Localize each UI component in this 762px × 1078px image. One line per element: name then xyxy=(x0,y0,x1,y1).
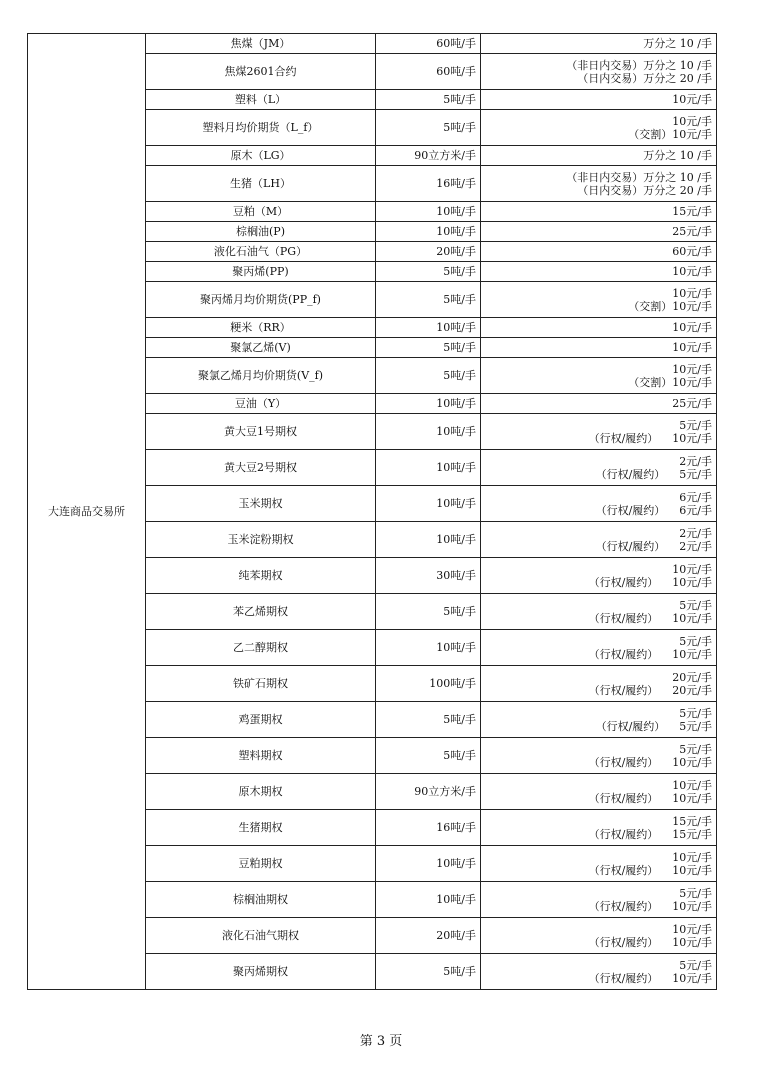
fee-line: 20元/手 xyxy=(672,670,712,684)
trading-unit: 10吨/手 xyxy=(376,394,481,414)
fee-cell xyxy=(481,630,717,666)
fee-line: 万分之 10 /手 xyxy=(643,149,712,162)
fee-cell xyxy=(481,146,717,166)
fee-cell xyxy=(481,222,717,242)
trading-unit: 20吨/手 xyxy=(376,242,481,262)
product-name: 粳米（RR） xyxy=(146,318,376,338)
fee-line: 60元/手 xyxy=(672,245,712,258)
fee-line: （行权/履约） 10元/手 xyxy=(588,971,712,985)
product-name: 液化石油气（PG） xyxy=(146,242,376,262)
trading-unit: 10吨/手 xyxy=(376,414,481,450)
trading-unit: 16吨/手 xyxy=(376,166,481,202)
fee-line: 5元/手 xyxy=(679,706,712,720)
fee-line: 10元/手 xyxy=(672,778,712,792)
product-name: 玉米淀粉期权 xyxy=(146,522,376,558)
fee-line: 10元/手 xyxy=(672,850,712,864)
fee-cell xyxy=(481,414,717,450)
trading-unit: 5吨/手 xyxy=(376,358,481,394)
fee-cell xyxy=(481,338,717,358)
fee-cell xyxy=(481,882,717,918)
trading-unit: 5吨/手 xyxy=(376,594,481,630)
trading-unit: 10吨/手 xyxy=(376,522,481,558)
fee-line: 10元/手 xyxy=(672,341,712,354)
fee-line: （非日内交易）万分之 10 /手 xyxy=(566,58,712,72)
product-name: 黄大豆1号期权 xyxy=(146,414,376,450)
trading-unit: 10吨/手 xyxy=(376,630,481,666)
fee-line: 5元/手 xyxy=(679,598,712,612)
fee-cell xyxy=(481,318,717,338)
fee-line: 15元/手 xyxy=(672,814,712,828)
fee-cell xyxy=(481,54,717,90)
fee-line: （非日内交易）万分之 10 /手 xyxy=(566,170,712,184)
product-name: 铁矿石期权 xyxy=(146,666,376,702)
fee-cell xyxy=(481,666,717,702)
fee-cell xyxy=(481,358,717,394)
fee-cell xyxy=(481,394,717,414)
product-name: 豆油（Y） xyxy=(146,394,376,414)
product-name: 纯苯期权 xyxy=(146,558,376,594)
fee-line: 10元/手 xyxy=(672,362,712,376)
trading-unit: 5吨/手 xyxy=(376,954,481,990)
trading-unit: 60吨/手 xyxy=(376,54,481,90)
page-number: 第 3 页 xyxy=(359,1034,403,1049)
trading-unit: 10吨/手 xyxy=(376,486,481,522)
fee-line: 10元/手 xyxy=(672,265,712,278)
product-name: 玉米期权 xyxy=(146,486,376,522)
fee-line: 25元/手 xyxy=(672,225,712,238)
trading-unit: 30吨/手 xyxy=(376,558,481,594)
trading-unit: 10吨/手 xyxy=(376,202,481,222)
product-name: 聚丙烯月均价期货(PP_f) xyxy=(146,282,376,318)
fee-line: （行权/履约） 10元/手 xyxy=(588,575,712,589)
fee-cell xyxy=(481,774,717,810)
trading-unit: 16吨/手 xyxy=(376,810,481,846)
fee-line: （行权/履约） 10元/手 xyxy=(588,611,712,625)
fee-line: （行权/履约） 5元/手 xyxy=(595,467,712,481)
fee-cell xyxy=(481,34,717,54)
fee-line: 2元/手 xyxy=(679,526,712,540)
fee-table-body xyxy=(28,34,717,990)
fee-cell xyxy=(481,110,717,146)
trading-unit: 20吨/手 xyxy=(376,918,481,954)
fee-line: 10元/手 xyxy=(672,321,712,334)
product-name: 塑料（L） xyxy=(146,90,376,110)
product-name: 棕榈油(P) xyxy=(146,222,376,242)
fee-line: （行权/履约） 5元/手 xyxy=(595,719,712,733)
exchange-name: 大连商品交易所 xyxy=(28,34,146,990)
product-name: 原木（LG） xyxy=(146,146,376,166)
fee-line: 10元/手 xyxy=(672,562,712,576)
fee-line: 万分之 10 /手 xyxy=(643,37,712,50)
fee-line: （行权/履约） 10元/手 xyxy=(588,431,712,445)
fee-line: 10元/手 xyxy=(672,922,712,936)
fee-cell xyxy=(481,262,717,282)
product-name: 聚丙烯期权 xyxy=(146,954,376,990)
fee-cell xyxy=(481,242,717,262)
trading-unit: 5吨/手 xyxy=(376,262,481,282)
fee-line: （行权/履约） 10元/手 xyxy=(588,863,712,877)
table-row xyxy=(28,34,717,54)
fee-line: 5元/手 xyxy=(679,634,712,648)
product-name: 聚丙烯(PP) xyxy=(146,262,376,282)
fee-line: 5元/手 xyxy=(679,886,712,900)
fee-line: （行权/履约） 20元/手 xyxy=(588,683,712,697)
product-name: 黄大豆2号期权 xyxy=(146,450,376,486)
trading-unit: 10吨/手 xyxy=(376,846,481,882)
trading-unit: 60吨/手 xyxy=(376,34,481,54)
product-name: 乙二醇期权 xyxy=(146,630,376,666)
fee-line: （交割）10元/手 xyxy=(628,375,712,389)
fee-line: （日内交易）万分之 20 /手 xyxy=(577,183,712,197)
fee-line: （行权/履约） 10元/手 xyxy=(588,755,712,769)
product-name: 聚氯乙烯(V) xyxy=(146,338,376,358)
fee-line: （行权/履约） 10元/手 xyxy=(588,791,712,805)
trading-unit: 90立方米/手 xyxy=(376,774,481,810)
trading-unit: 10吨/手 xyxy=(376,882,481,918)
fee-line: 2元/手 xyxy=(679,454,712,468)
fee-line: （行权/履约） 10元/手 xyxy=(588,899,712,913)
fee-cell xyxy=(481,738,717,774)
fee-cell xyxy=(481,846,717,882)
trading-unit: 5吨/手 xyxy=(376,702,481,738)
trading-unit: 10吨/手 xyxy=(376,318,481,338)
trading-unit: 10吨/手 xyxy=(376,450,481,486)
trading-unit: 90立方米/手 xyxy=(376,146,481,166)
fee-line: 15元/手 xyxy=(672,205,712,218)
fee-table xyxy=(27,33,717,990)
fee-cell xyxy=(481,90,717,110)
fee-line: （行权/履约） 15元/手 xyxy=(588,827,712,841)
fee-line: 10元/手 xyxy=(672,93,712,106)
fee-line: 5元/手 xyxy=(679,958,712,972)
product-name: 液化石油气期权 xyxy=(146,918,376,954)
fee-line: 10元/手 xyxy=(672,114,712,128)
trading-unit: 5吨/手 xyxy=(376,738,481,774)
fee-line: 10元/手 xyxy=(672,286,712,300)
product-name: 生猪（LH） xyxy=(146,166,376,202)
trading-unit: 5吨/手 xyxy=(376,110,481,146)
fee-line: （行权/履约） 10元/手 xyxy=(588,935,712,949)
fee-cell xyxy=(481,810,717,846)
product-name: 焦煤2601合约 xyxy=(146,54,376,90)
product-name: 苯乙烯期权 xyxy=(146,594,376,630)
product-name: 棕榈油期权 xyxy=(146,882,376,918)
product-name: 聚氯乙烯月均价期货(V_f) xyxy=(146,358,376,394)
fee-cell xyxy=(481,702,717,738)
product-name: 豆粕（M） xyxy=(146,202,376,222)
fee-cell xyxy=(481,954,717,990)
fee-line: （日内交易）万分之 20 /手 xyxy=(577,71,712,85)
trading-unit: 100吨/手 xyxy=(376,666,481,702)
product-name: 生猪期权 xyxy=(146,810,376,846)
fee-line: （行权/履约） 6元/手 xyxy=(595,503,712,517)
product-name: 原木期权 xyxy=(146,774,376,810)
fee-line: （行权/履约） 10元/手 xyxy=(588,647,712,661)
trading-unit: 10吨/手 xyxy=(376,222,481,242)
product-name: 鸡蛋期权 xyxy=(146,702,376,738)
fee-cell xyxy=(481,522,717,558)
fee-cell xyxy=(481,918,717,954)
fee-line: 5元/手 xyxy=(679,418,712,432)
fee-line: （交割）10元/手 xyxy=(628,127,712,141)
fee-line: 5元/手 xyxy=(679,742,712,756)
fee-cell xyxy=(481,282,717,318)
fee-cell xyxy=(481,594,717,630)
fee-cell xyxy=(481,486,717,522)
product-name: 塑料月均价期货（L_f） xyxy=(146,110,376,146)
product-name: 豆粕期权 xyxy=(146,846,376,882)
fee-cell xyxy=(481,450,717,486)
fee-line: （行权/履约） 2元/手 xyxy=(595,539,712,553)
fee-cell xyxy=(481,558,717,594)
fee-line: 25元/手 xyxy=(672,397,712,410)
product-name: 焦煤（JM） xyxy=(146,34,376,54)
product-name: 塑料期权 xyxy=(146,738,376,774)
fee-cell xyxy=(481,166,717,202)
trading-unit: 5吨/手 xyxy=(376,282,481,318)
trading-unit: 5吨/手 xyxy=(376,90,481,110)
fee-line: 6元/手 xyxy=(679,490,712,504)
fee-cell xyxy=(481,202,717,222)
fee-line: （交割）10元/手 xyxy=(628,299,712,313)
trading-unit: 5吨/手 xyxy=(376,338,481,358)
